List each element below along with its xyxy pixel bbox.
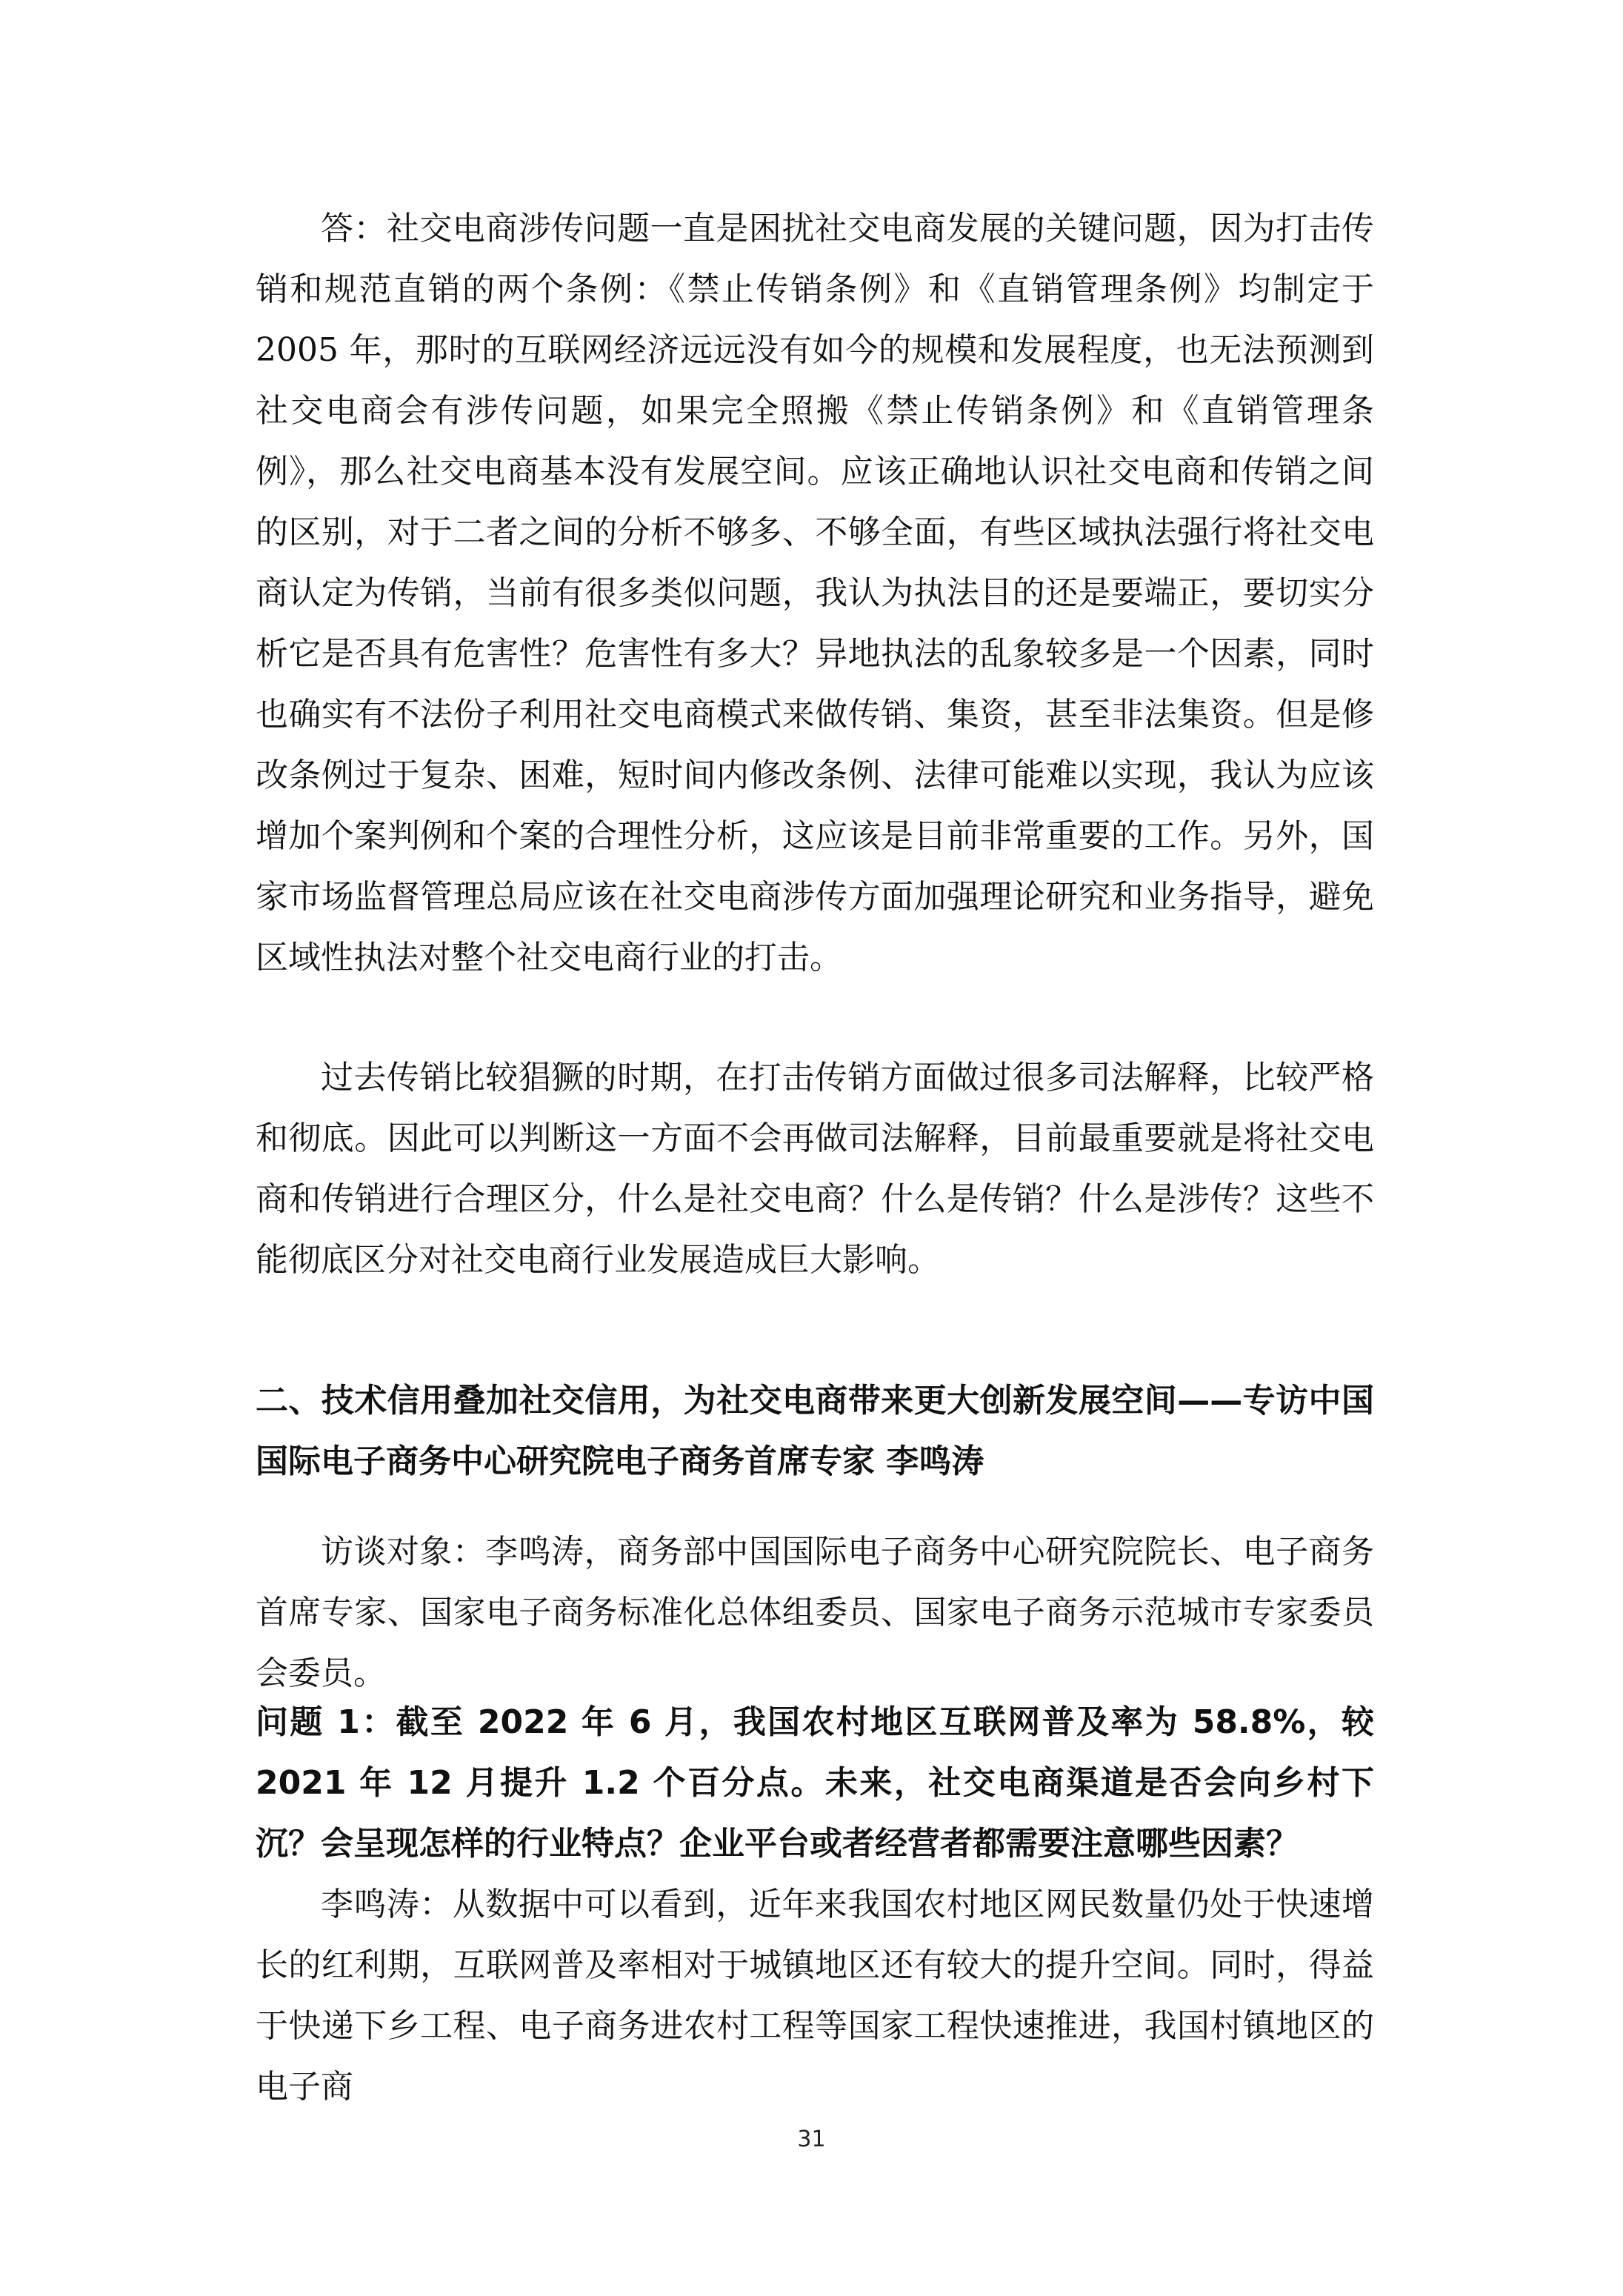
question-1: 问题 1：截至 2022 年 6 月，我国农村地区互联网普及率为 58.8%，较 2021 年 12 月提升 1.2 个百分点。未来，社交电商渠道是否会向乡村下沉？会呈现怎样的行业特点？企业平台或者经营者都需要注意哪些因素？ bbox=[256, 1703, 1374, 1863]
page-number: 31 bbox=[797, 2126, 826, 2152]
body-paragraph-2: 过去传销比较猖獗的时期，在打击传销方面做过很多司法解释，比较严格和彻底。因此可以判断这一方面不会再做司法解释，目前最重要就是将社交电商和传销进行合理区分，什么是社交电商？什么是传销？什么是涉传？这些不能彻底区分对社交电商行业发展造成巨大影响。 bbox=[256, 1059, 1374, 1279]
answer-paragraph-1: 答：社交电商涉传问题一直是困扰社交电商发展的关键问题，因为打击传销和规范直销的两个条例：《禁止传销条例》和《直销管理条例》均制定于 2005 年，那时的互联网经济远远没有如今的规模和发展程度，也无法预测到社交电商会有涉传问题，如果完全照搬《禁止传销条例》和《直销管理条例》，那么社交电商基本没有发展空间。应该正确地认识社交电商和传销之间的区别，对于二者之间的分析不够多、不够全面，有些区域执法强行将社交电商认定为传销，当前有很多类似问题，我认为执法目的还是要端正，要切实分析它是否具有危害性？危害性有多大？异地执法的乱象较多是一个因素，同时也确实有不法份子利用社交电商模式来做传销、集资，甚至非法集资。但是修改条例过于复杂、困难，短时间内修改条例、法律可能难以实现，我认为应该增加个案判例和个案的合理性分析，这应该是目前非常重要的工作。另外，国家市场监督管理总局应该在社交电商涉传方面加强理论研究和业务指导，避免区域性执法对整个社交电商行业的打击。 bbox=[256, 210, 1374, 976]
section-heading: 二、技术信用叠加社交信用，为社交电商带来更大创新发展空间——专访中国国际电子商务中心研究院电子商务首席专家 李鸣涛 bbox=[256, 1382, 1374, 1480]
answer-paragraph-2: 李鸣涛：从数据中可以看到，近年来我国农村地区网民数量仍处于快速增长的红利期，互联网普及率相对于城镇地区还有较大的提升空间。同时，得益于快递下乡工程、电子商务进农村工程等国家工程快速推进，我国村镇地区的电子商 bbox=[256, 1886, 1374, 2106]
interviewee-paragraph: 访谈对象：李鸣涛，商务部中国国际电子商务中心研究院院长、电子商务首席专家、国家电子商务标准化总体组委员、国家电子商务示范城市专家委员会委员。 bbox=[256, 1533, 1374, 1692]
